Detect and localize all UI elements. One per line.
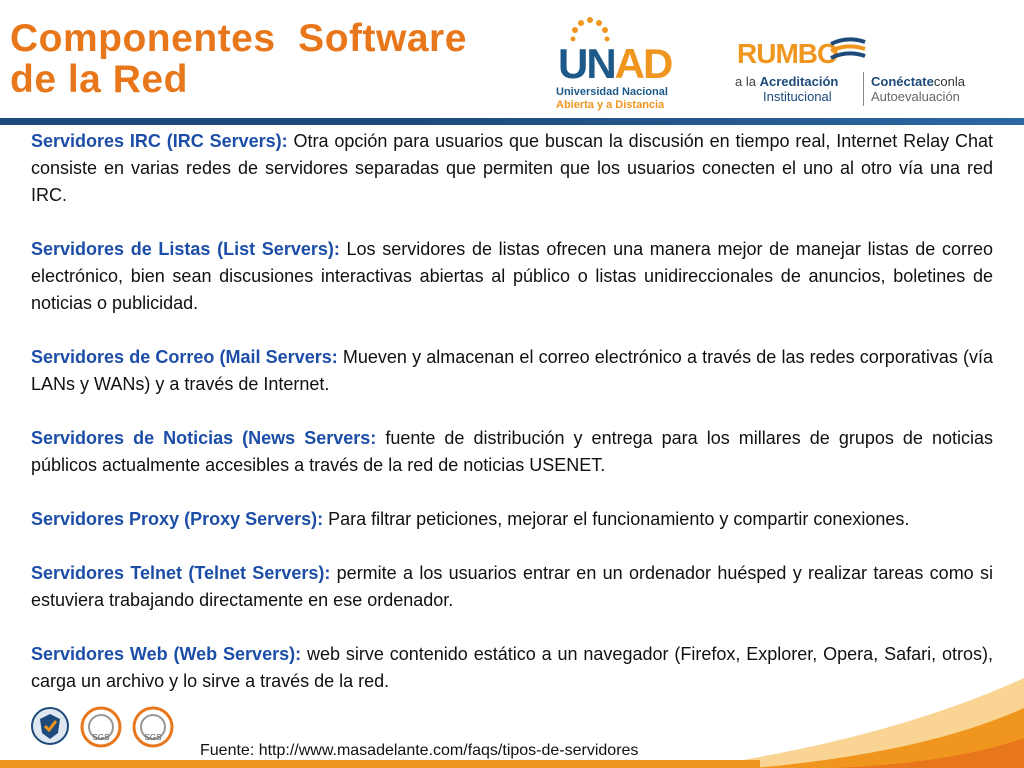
server-term: Servidores Proxy (Proxy Servers): xyxy=(31,509,324,529)
slide-title-line-2: de la Red xyxy=(10,58,188,101)
rumbo-divider xyxy=(863,72,864,106)
sgs-certification-icon xyxy=(132,706,174,748)
unad-logo xyxy=(552,14,682,112)
server-description: web sirve contenido estático a un navegador (Firefox, Explorer, Opera, Safari, otros), carga un archivo y lo sirve a través de la red. xyxy=(31,644,993,691)
rumbo-wordmark: RUMBO xyxy=(737,38,838,69)
server-term: Servidores IRC (IRC Servers): xyxy=(31,131,288,151)
certification-shield-icon xyxy=(30,706,70,746)
rumbo-auto-label: Autoevaluación xyxy=(871,89,960,104)
footer-bar xyxy=(0,760,760,768)
rumbo-stripes-icon xyxy=(827,36,867,66)
server-paragraph xyxy=(31,236,993,317)
rumbo-conecta-label: Conéctateconla xyxy=(871,74,965,89)
server-term: Servidores Web (Web Servers): xyxy=(31,644,302,664)
server-paragraph xyxy=(31,560,993,614)
server-term: Servidores de Noticias (News Servers: xyxy=(31,428,377,448)
rumbo-acred-label: a la Acreditación xyxy=(735,74,839,89)
sgs-badge-label: SGS xyxy=(144,733,162,742)
sgs-certification-icon xyxy=(80,706,122,748)
slide-title-line-1: Componentes Software xyxy=(10,17,467,60)
footer-swoosh-decoration xyxy=(694,668,1024,768)
server-description: Para filtrar peticiones, mejorar el funcionamiento y compartir conexiones. xyxy=(323,509,910,529)
server-paragraph xyxy=(31,425,993,479)
server-paragraph xyxy=(31,344,993,398)
sgs-badge-label: SGS xyxy=(92,733,110,742)
server-paragraph xyxy=(31,506,993,533)
unad-wordmark: UNAD xyxy=(558,40,672,87)
server-term: Servidores de Listas (List Servers): xyxy=(31,239,340,259)
server-description: permite a los usuarios entrar en un ordenador huésped y realizar tareas como si estuviera trabajando directamente en ese ordenador. xyxy=(31,563,994,610)
source-citation: Fuente: http://www.masadelante.com/faqs/tipos-de-servidores xyxy=(200,742,639,759)
server-description: Otra opción para usuarios que buscan la discusión en tiempo real, Internet Relay Chat consiste en varias redes de servidores separadas que permiten que los usuarios conecten el uno al otro vía una red IRC. xyxy=(31,131,993,205)
rumbo-inst-label: Institucional xyxy=(763,89,832,104)
slide-body xyxy=(31,128,993,722)
server-paragraph xyxy=(31,128,993,209)
server-description: fuente de distribución y entrega para los millares de grupos de noticias públicos actualmente accesibles a través de la red de noticias USENET. xyxy=(31,428,993,475)
server-term: Servidores Telnet (Telnet Servers): xyxy=(31,563,331,583)
server-description: Mueven y almacenan el correo electrónico a través de las redes corporativas (vía LANs y WANs) y a través de Internet. xyxy=(31,347,993,394)
server-description: Los servidores de listas ofrecen una manera mejor de manejar listas de correo electrónico, bien sean discusiones interactivas abiertas al público o listas unidireccionales de anuncios, boletines de noticias o publicidad. xyxy=(31,239,994,313)
server-term: Servidores de Correo (Mail Servers: xyxy=(31,347,338,367)
rumbo-acreditacion-logo xyxy=(735,36,1015,106)
unad-subtitle: Universidad Nacional Abierta y a Distancia xyxy=(556,86,668,111)
slide-title xyxy=(10,18,467,100)
header-divider-bar xyxy=(0,118,1024,125)
